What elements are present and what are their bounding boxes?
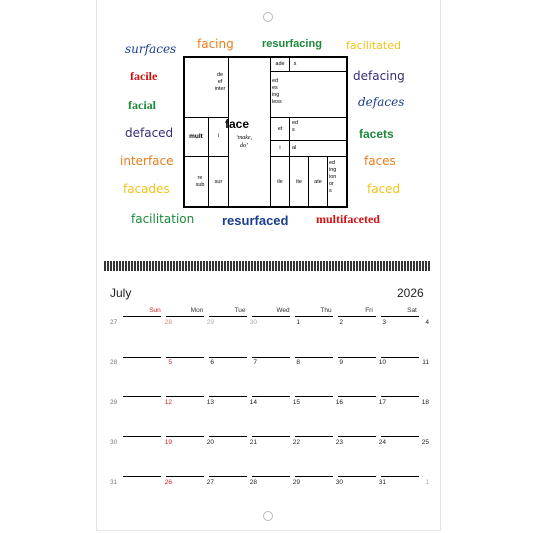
week-number: 28 <box>110 359 118 366</box>
day-cell[interactable]: 6 <box>210 359 214 366</box>
day-cell[interactable]: 12 <box>164 399 172 406</box>
matrix-suffix-al: al <box>292 145 297 151</box>
day-cell[interactable]: 24 <box>378 439 386 446</box>
week-number: 29 <box>110 399 118 406</box>
weekday-tue: Tue <box>234 307 246 314</box>
day-cell[interactable]: 30 <box>249 319 257 326</box>
day-cell[interactable]: 31 <box>378 479 386 486</box>
word-defaced: defaced <box>125 126 174 140</box>
day-cell[interactable]: 9 <box>339 359 343 366</box>
hanging-hole-bottom <box>263 511 273 521</box>
day-cell[interactable]: 15 <box>292 399 300 406</box>
day-cell[interactable]: 7 <box>253 359 257 366</box>
day-cell[interactable]: 27 <box>206 479 214 486</box>
day-cell[interactable]: 25 <box>421 439 429 446</box>
matrix-suffix-ate: ate <box>314 179 322 185</box>
day-cell[interactable]: 11 <box>422 359 429 366</box>
matrix-gloss: ‘make, do’ <box>235 135 253 149</box>
day-cell[interactable]: 26 <box>164 479 172 486</box>
matrix-suffix-ile: ile <box>277 179 283 185</box>
day-cell[interactable]: 14 <box>249 399 257 406</box>
matrix-suffix-last: ed ing ion or s <box>329 160 337 194</box>
day-cell[interactable]: 23 <box>335 439 343 446</box>
day-cell[interactable]: 30 <box>335 479 343 486</box>
matrix-suffix-et: et <box>277 126 283 132</box>
week-row-divider <box>123 357 423 358</box>
matrix-suffix-i: i <box>279 145 281 151</box>
word-facades: facades <box>123 182 170 196</box>
word-facilitated: facilitated <box>346 39 401 52</box>
day-cell[interactable]: 28 <box>249 479 257 486</box>
word-facile: facile <box>130 69 158 83</box>
year-label: 2026 <box>397 286 424 300</box>
day-cell[interactable]: 5 <box>168 359 172 366</box>
weekday-fri: Fri <box>365 307 373 314</box>
word-interface: interface <box>120 154 174 168</box>
word-facial: facial <box>128 98 156 112</box>
matrix-suffix-ade: ade <box>275 61 285 67</box>
month-label: July <box>110 286 132 300</box>
day-cell[interactable]: 4 <box>425 319 429 326</box>
matrix-suffix-ite: ite <box>296 179 302 185</box>
day-cell[interactable]: 1 <box>425 479 429 486</box>
matrix-prefix-mult: mult <box>189 133 203 140</box>
week-row-divider <box>123 436 423 437</box>
day-cell[interactable]: 1 <box>296 319 300 326</box>
week-number: 30 <box>110 439 118 446</box>
weekday-sat: Sat <box>407 307 417 314</box>
day-cell[interactable]: 20 <box>206 439 214 446</box>
day-cell[interactable]: 17 <box>378 399 386 406</box>
word-facilitation: facilitation <box>131 212 195 226</box>
day-cell[interactable]: 13 <box>206 399 214 406</box>
weekday-sun: Sun <box>149 307 161 314</box>
day-cell[interactable]: 18 <box>421 399 429 406</box>
matrix-suffix-top-list: ed es ing less <box>272 78 282 105</box>
day-cell[interactable]: 29 <box>292 479 300 486</box>
week-row-divider <box>123 476 423 477</box>
word-defaces: defaces <box>358 95 405 109</box>
matrix-prefix-resub: re sub <box>195 175 205 188</box>
week-row-divider <box>123 316 423 317</box>
word-facing: facing <box>197 37 234 51</box>
hanging-hole-top <box>263 12 273 22</box>
day-cell[interactable]: 2 <box>339 319 343 326</box>
word-surfaces: surfaces <box>125 42 177 56</box>
matrix-prefix-i: i <box>217 133 220 139</box>
matrix-prefix-top: de ef inter <box>214 72 226 92</box>
day-cell[interactable]: 22 <box>292 439 300 446</box>
matrix-base-face: face <box>225 117 250 131</box>
day-cell[interactable]: 29 <box>206 319 214 326</box>
week-number: 27 <box>110 319 118 326</box>
day-cell[interactable]: 28 <box>164 319 172 326</box>
word-faced: faced <box>367 182 401 196</box>
matrix-suffix-s1: s <box>293 61 297 67</box>
word-multifaceted: multifaceted <box>316 212 380 226</box>
matrix-suffix-ed-s: ed s <box>292 120 299 133</box>
weekday-wed: Wed <box>276 307 290 314</box>
matrix-prefix-sur: sur <box>214 179 223 185</box>
week-number: 31 <box>110 479 118 486</box>
spiral-binding <box>104 261 430 271</box>
matrix-cell-base <box>228 56 271 208</box>
day-cell[interactable]: 10 <box>378 359 386 366</box>
word-facets: facets <box>359 127 394 141</box>
weekday-thu: Thu <box>320 307 332 314</box>
day-cell[interactable]: 8 <box>296 359 300 366</box>
word-resurfaced: resurfaced <box>222 213 289 228</box>
weekday-mon: Mon <box>190 307 204 314</box>
day-cell[interactable]: 19 <box>164 439 172 446</box>
word-defacing: defacing <box>353 69 405 83</box>
week-row-divider <box>123 396 423 397</box>
day-cell[interactable]: 3 <box>382 319 386 326</box>
word-resurfacing: resurfacing <box>262 38 322 50</box>
word-faces: faces <box>364 154 396 168</box>
day-cell[interactable]: 16 <box>335 399 343 406</box>
day-cell[interactable]: 21 <box>249 439 257 446</box>
